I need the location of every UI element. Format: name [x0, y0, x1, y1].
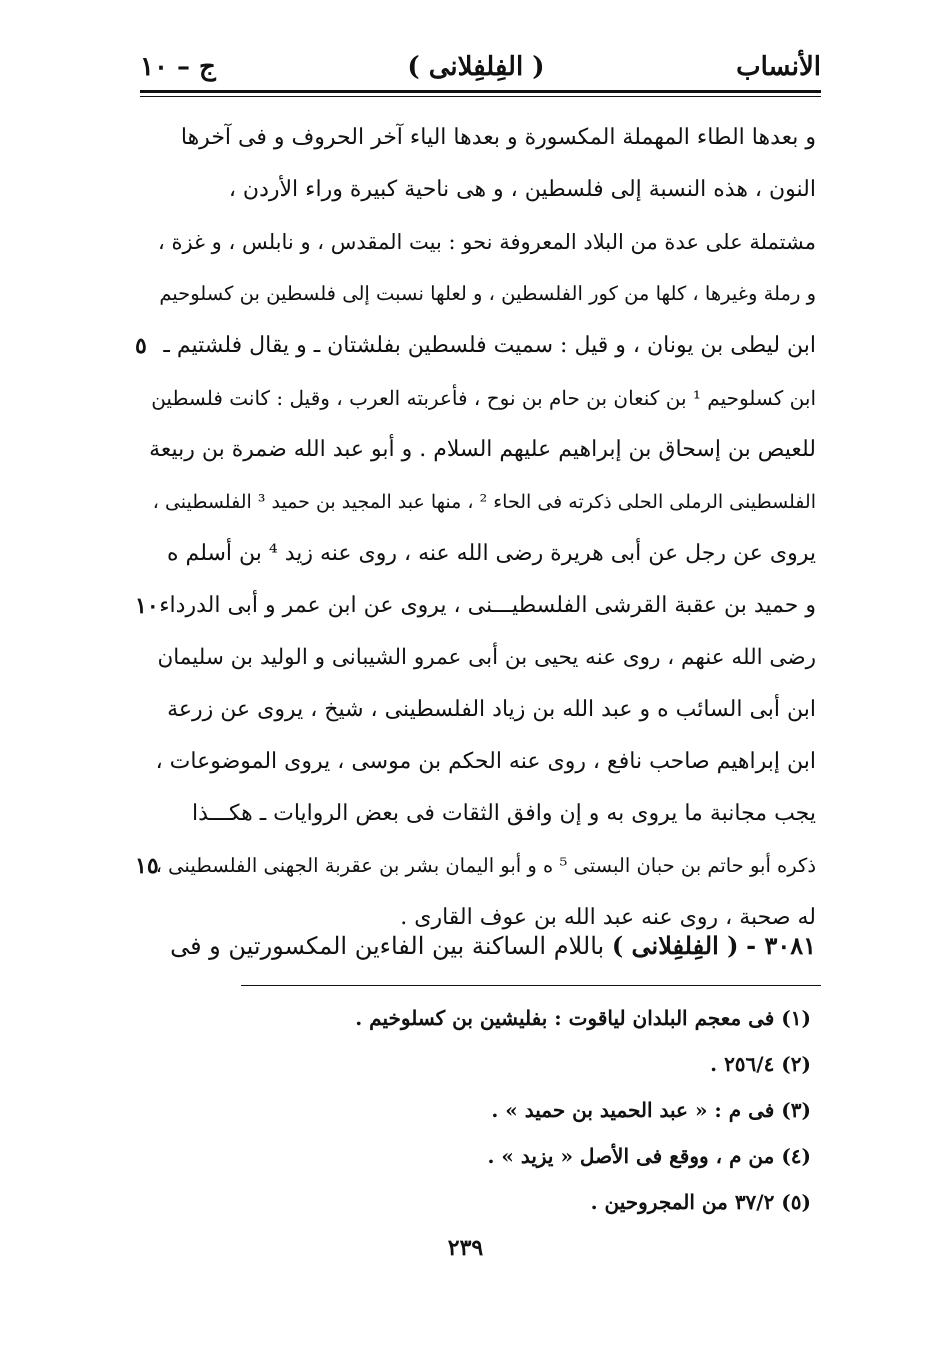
line-text: له صحبة ، روی عنه عبد الله بن عوف القاری .	[400, 905, 816, 930]
line-text: و حمید بن عقبة القرشی الفلسطیـــنی ، یروی عن ابن عمر و أبی الدرداء	[159, 593, 816, 618]
text-line	[145, 632, 816, 684]
header-rule-thin	[140, 96, 821, 97]
line-text: و بعدها الطاء المهملة المكسورة و بعدها الياء آخر الحروف و فی آخرها	[180, 125, 816, 150]
footnote: (٥) ٣٧/٢ من المجروحین .	[590, 1190, 811, 1214]
entry-heading: ( الفِلفِلانی )	[611, 931, 739, 960]
running-header	[140, 42, 821, 92]
line-text: ذكره أبو حاتم بن حبان البستی ⁵ ه و أبو الیمان بشر بن عقربة الجهنی الفلسطینی ،	[155, 854, 816, 877]
text-line	[145, 736, 816, 788]
header-book-title: الأنساب	[736, 52, 821, 82]
header-rule-thick	[140, 90, 821, 93]
main-text	[135, 112, 816, 944]
text-line	[135, 580, 816, 632]
header-volume: ج – ١٠	[140, 52, 216, 82]
text-line	[135, 840, 816, 892]
page-number: ٢٣٩	[447, 1235, 484, 1261]
text-line	[145, 528, 816, 580]
line-text: مشتملة علی عدة من البلاد المعروفة نحو : بیت المقدس ، و نابلس ، و غزة ،	[157, 230, 816, 254]
line-text: رضی الله عنهم ، روی عنه یحیی بن أبی عمرو الشیبانی و الولید بن سلیمان	[157, 645, 816, 670]
line-text: یروی عن رجل عن أبی هریرة رضی الله عنه ، روی عنه زید ⁴ بن أسلم ه	[167, 541, 816, 566]
text-line	[145, 684, 816, 736]
entry-text: باللام الساكنة بین الفاءین المكسورتین و فی	[170, 932, 605, 960]
next-entry-line	[145, 920, 816, 972]
text-line	[145, 216, 816, 268]
text-line	[145, 476, 816, 528]
footnote: (١) فی معجم البلدان لیاقوت : بفلیشین بن كسلوخیم .	[355, 1006, 811, 1030]
line-number: ٥	[135, 333, 147, 359]
line-text: الفلسطینی الرملی الحلی ذكرته فی الحاء ² ، منها عبد المجید بن حمید ³ الفلسطینی ،	[152, 491, 816, 513]
footnotes	[200, 995, 811, 1225]
text-line	[145, 164, 816, 216]
footnote: (٣) فی م : « عبد الحمید بن حمید » .	[491, 1098, 811, 1122]
line-number: ١٥	[135, 853, 159, 879]
line-text: یجب مجانبة ما یروی به و إن وافق الثقات فی بعض الروایات ـ هكـــذا	[191, 801, 816, 826]
line-text: ابن كسلوحیم ¹ بن كنعان بن حام بن نوح ، فأعربته العرب ، وقیل : كانت فلسطین	[151, 386, 816, 410]
line-text: النون ، هذه النسبة إلی فلسطین ، و هی ناحیة كبیرة وراء الأردن ،	[228, 177, 816, 202]
text-line	[145, 788, 816, 840]
entry-number: ٣٠٨١ -	[746, 931, 816, 960]
text-line	[145, 424, 816, 476]
footnote: (٢) ٢٥٦/٤ .	[710, 1052, 811, 1076]
footnote: (٤) من م ، ووقع فی الأصل « یزید » .	[487, 1144, 811, 1168]
text-line	[135, 320, 816, 372]
text-line	[145, 112, 816, 164]
line-number: ١٠	[135, 593, 159, 619]
footnote-rule	[241, 985, 821, 986]
line-text: للعیص بن إسحاق بن إبراهیم علیهم السلام . و أبو عبد الله ضمرة بن ربیعة	[149, 437, 816, 462]
line-text: ابن أبی السائب ه و عبد الله بن زیاد الفلسطینی ، شیخ ، یروی عن زرعة	[167, 697, 816, 722]
line-text: ابن لیطی بن یونان ، و قیل : سمیت فلسطین بفلشتان ـ و یقال فلشتیم ـ	[163, 333, 816, 358]
text-line	[145, 372, 816, 424]
line-text: و رملة وغیرها ، كلها من كور الفلسطین ، و لعلها نسبت إلی فلسطین بن كسلوحیم	[159, 282, 816, 305]
header-entry-title: ( الفِلفِلانی )	[407, 52, 545, 82]
text-line	[145, 268, 816, 320]
line-text: ابن إبراهیم صاحب نافع ، روی عنه الحكم بن موسی ، یروی الموضوعات ،	[155, 749, 816, 774]
